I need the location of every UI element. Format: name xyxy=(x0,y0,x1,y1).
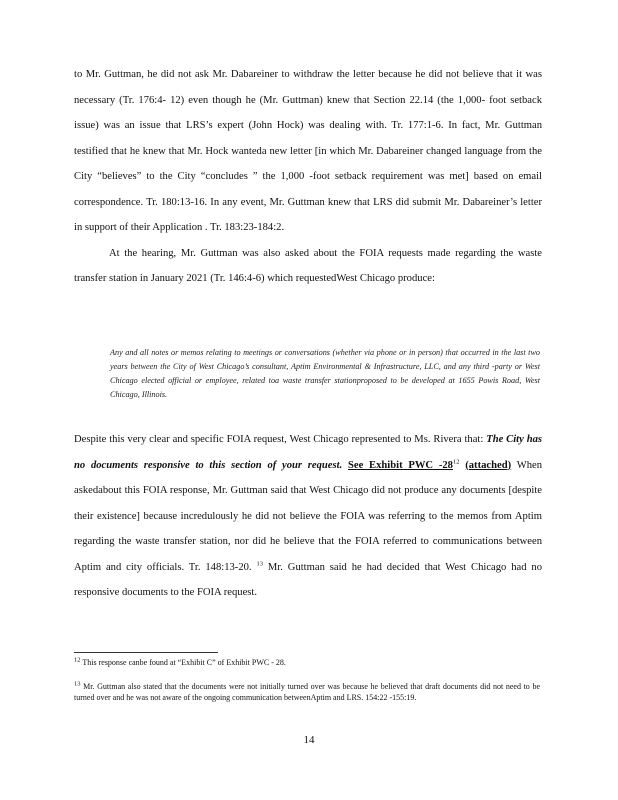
exhibit-reference: See Exhibit PWC -28 xyxy=(348,459,453,471)
footnote-12-text: This response canbe found at “Exhibit C” of Exhibit PWC - 28. xyxy=(82,658,286,667)
city-response-quote: The City has no documents responsive to this section of your request. xyxy=(74,434,543,471)
paragraph-city-response xyxy=(74,427,542,606)
main-text-upper xyxy=(74,62,542,292)
footnote-13-marker: 13 xyxy=(256,559,263,567)
footnote-13-text: Mr. Guttman also stated that the documents were not initially turned over was because he believed that draft documents did not need to be turned over and he was not aware of the ongoing communication betweenAptim and LRS. 154:22 -155:19. xyxy=(74,682,541,702)
paragraph-continuation: When askedabout this FOIA response, Mr. Guttman said that West Chicago did not produce any documents [despite their existence] because incredulously he did not believe the FOIA was referring to the memos from Aptim regarding the waste transfer station, nor did he believe that the FOIA referred to communications between Aptim and city officials. Tr. 148:13-20. xyxy=(74,459,543,573)
footnote-12-label: 12 xyxy=(74,656,81,664)
footnote-13 xyxy=(74,681,540,703)
footnote-divider xyxy=(74,652,218,653)
paragraph-tail: Mr. Guttman said he had decided that West Chicago had no responsive documents to the FOIA request. xyxy=(74,561,542,598)
attached-label: (attached) xyxy=(465,459,512,471)
page-number: 14 xyxy=(303,734,315,746)
footnote-13-label: 13 xyxy=(74,680,81,688)
paragraph-foia-requests: At the hearing, Mr. Guttman was also asked about the FOIA requests made regarding the waste transfer station in January 2021 (Tr. 146:4-6) which requestedWest Chicago produce: xyxy=(74,247,542,284)
paragraph-lead: Despite this very clear and specific FOIA request, West Chicago represented to Ms. Rivera that: xyxy=(74,434,484,445)
footnote-12 xyxy=(74,657,540,668)
footnote-12-marker: 12 xyxy=(452,457,460,465)
main-text-lower xyxy=(74,427,542,606)
paragraph-guttman-letter: to Mr. Guttman, he did not ask Mr. Dabareiner to withdraw the letter because he did not believe that it was necessary (Tr. 176:4- 12) even though he (Mr. Guttman) knew that Section 22.14 (the 1,000- foot setback issue) was an issue that LRS’s expert (John Hock) was dealing with. Tr. 177:1-6. In fact, Mr. Guttman testified that he knew that Mr. Hock wanteda new letter [in which Mr. Dabareiner changed language from the City “believes” to the City “concludes ” the 1,000 -foot setback requirement was met] based on email correspondence. Tr. 180:13-16. In any event, Mr. Guttman knew that LRS did submit Mr. Dabareiner’s letter in support of their Application . Tr. 183:23-184:2. xyxy=(74,69,542,233)
foia-request-block-quote: Any and all notes or memos relating to meetings or conversations (whether via phone or in person) that occurred in the last two years between the City of West Chicago’s consultant, Aptim Environmental & Infrastructure, LLC, and any third -party or West Chicago elected official or employee, related toa waste transfer stationproposed to be developed at 1655 Powis Road, West Chicago, Illinois. xyxy=(110,348,540,399)
